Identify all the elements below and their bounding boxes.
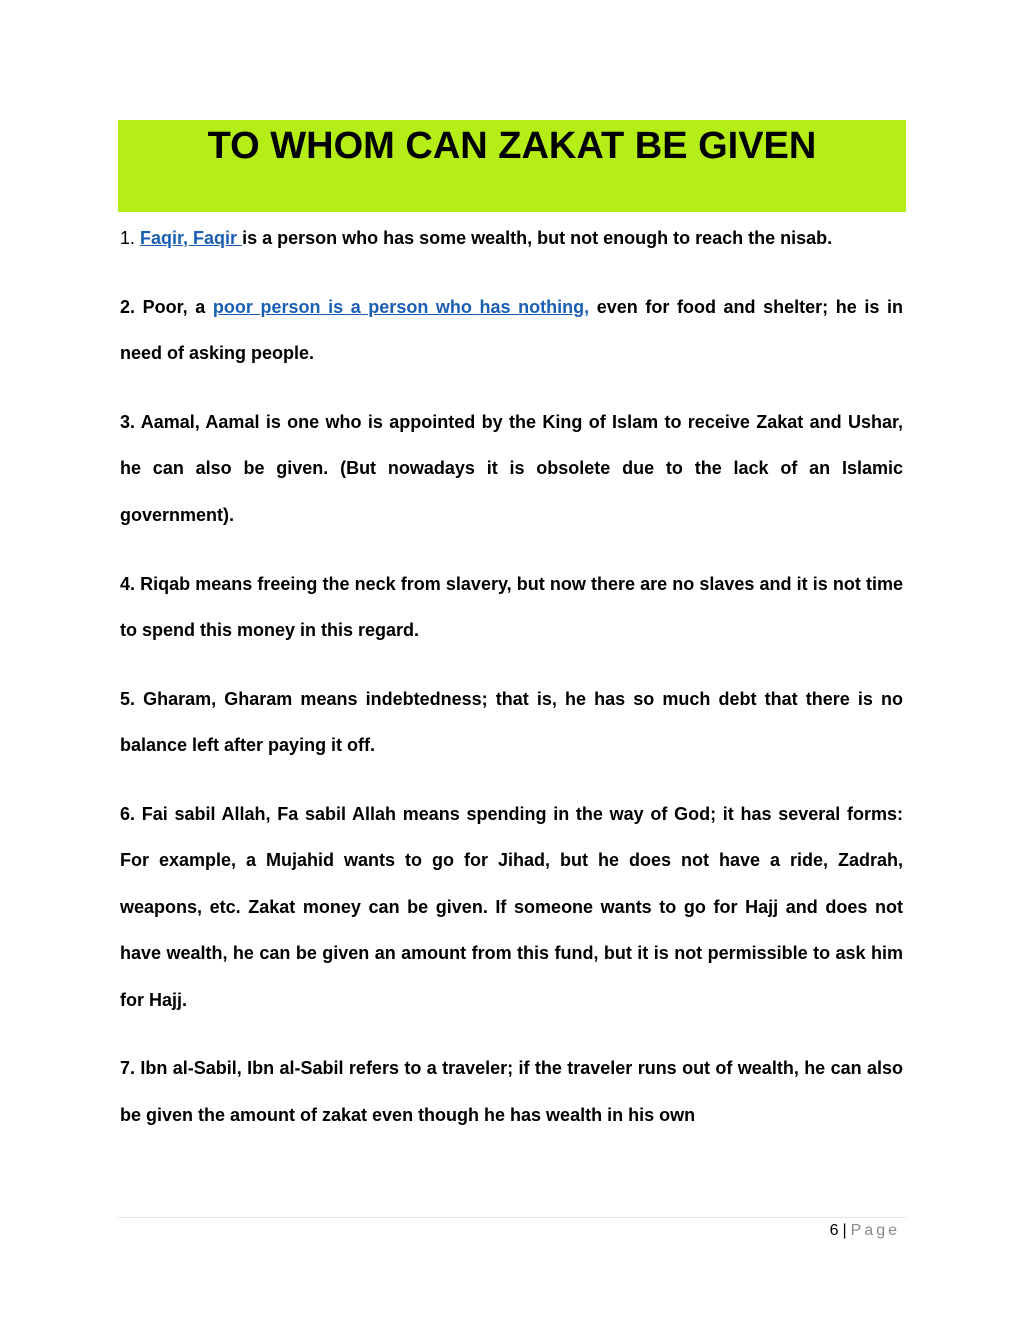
title-banner [118,120,906,212]
list-item-gharam: 5. Gharam, Gharam means indebtedness; that is, he has so much debt that there is no balance left after paying it off. [120,688,903,756]
list-item-aamal: 3. Aamal, Aamal is one who is appointed by the King of Islam to receive Zakat and Ushar, he can also be given. (But nowadays it is obsolete due to the lack of an Islamic government). [120,412,903,525]
document-body [120,215,903,1138]
footer-separator: | [842,1222,847,1239]
list-item-faqir [120,215,903,261]
page-number: 6 [829,1222,839,1239]
item-text: is a person who has some wealth, but not enough to reach the nisab. [242,228,833,248]
page-footer [830,1222,900,1240]
item-text: even for food and shelter; he is in need of asking people. [120,296,904,364]
item-number: 1. [120,228,136,248]
list-item-poor [120,284,903,377]
list-item-riqab: 4. Riqab means freeing the neck from slavery, but now there are no slaves and it is not time to spend this money in this regard. [120,573,903,641]
list-item-ibn-al-sabil: 7. Ibn al-Sabil, Ibn al-Sabil refers to a traveler; if the traveler runs out of wealth, he can also be given the amount of zakat even though he has wealth in his own [120,1058,903,1125]
item-lead: 2. Poor, a [120,296,213,317]
page-label: Page [850,1222,900,1239]
faqir-link[interactable]: Faqir, Faqir [140,228,243,248]
page-title: TO WHOM CAN ZAKAT BE GIVEN [207,125,817,167]
poor-person-link[interactable]: poor person is a person who has nothing, [212,296,590,317]
list-item-fai-sabil-allah: 6. Fai sabil Allah, Fa sabil Allah means spending in the way of God; it has several forms: For example, a Mujahid wants to go for Jihad, but he does not have a ride, Zadrah, weapons, etc. Zakat money can be given. If someone wants to go for Hajj and does not have wealth, he can be given an amount from this fund, but it is not permissible to ask him for Hajj. [120,804,903,1010]
footer-divider [118,1217,906,1218]
